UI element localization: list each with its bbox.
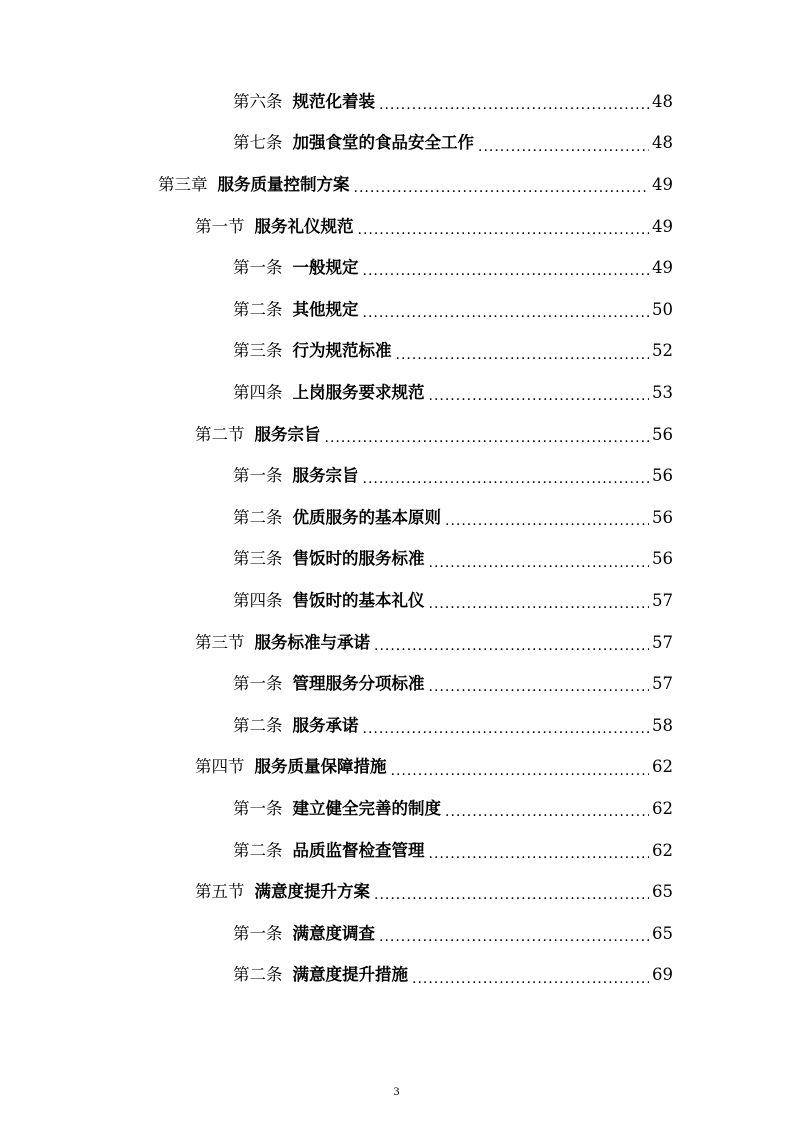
toc-dot-leader: [429, 556, 650, 570]
toc-entry[interactable]: [195, 878, 673, 906]
toc-entry-title: 一般规定: [292, 258, 359, 278]
toc-entry[interactable]: [195, 754, 673, 782]
toc-entry-number: 第五节: [195, 882, 245, 902]
toc-entry-number: 第三条: [233, 341, 283, 361]
toc-entry-page: 48: [652, 133, 673, 153]
toc-entry-page: 58: [652, 715, 673, 735]
toc-entry[interactable]: [233, 379, 673, 407]
toc-dot-leader: [429, 597, 650, 611]
toc-entry-title: 其他规定: [292, 299, 359, 319]
toc-dot-leader: [374, 888, 649, 902]
toc-entry-page: 57: [652, 674, 673, 694]
toc-entry-number: 第一条: [233, 258, 283, 278]
toc-entry-number: 第四条: [233, 590, 283, 610]
toc-entry[interactable]: [195, 213, 673, 241]
toc-entry-title: 加强食堂的食品安全工作: [292, 133, 474, 153]
toc-entry-page: 69: [652, 965, 673, 985]
page-number: 3: [393, 1084, 400, 1098]
toc-entry-title: 售饭时的服务标准: [292, 549, 425, 569]
toc-entry-page: 56: [652, 466, 673, 486]
toc-entry-number: 第一条: [233, 674, 283, 694]
toc-entry[interactable]: [233, 546, 673, 574]
toc-entry-page: 49: [652, 216, 673, 236]
toc-entry[interactable]: [233, 296, 673, 324]
toc-entry[interactable]: [233, 338, 673, 366]
toc-entry-page: 56: [652, 424, 673, 444]
toc-entry[interactable]: [233, 670, 673, 698]
toc-entry-title: 管理服务分项标准: [292, 674, 425, 694]
toc-entry-number: 第二条: [233, 840, 283, 860]
toc-entry-number: 第三条: [233, 549, 283, 569]
toc-entry-number: 第一条: [233, 798, 283, 818]
toc-entry[interactable]: [233, 462, 673, 490]
toc-entry-title: 上岗服务要求规范: [292, 382, 425, 402]
toc-entry-title: 优质服务的基本原则: [292, 507, 441, 527]
toc-entry[interactable]: [158, 171, 673, 199]
toc-dot-leader: [445, 514, 649, 528]
toc-entry-page: 53: [652, 382, 673, 402]
toc-dot-leader: [379, 98, 649, 112]
toc-entry[interactable]: [233, 962, 673, 990]
toc-entry-title: 服务礼仪规范: [254, 216, 354, 236]
toc-dot-leader: [354, 181, 650, 195]
toc-entry-number: 第二条: [233, 965, 283, 985]
toc-entry-page: 57: [652, 632, 673, 652]
toc-entry-number: 第四条: [233, 382, 283, 402]
toc-entry-number: 第二条: [233, 715, 283, 735]
toc-entry-title: 服务标准与承诺: [254, 632, 370, 652]
toc-dot-leader: [379, 930, 649, 944]
toc-entry-title: 满意度提升措施: [292, 965, 408, 985]
toc-entry-page: 48: [652, 91, 673, 111]
toc-entry[interactable]: [233, 837, 673, 865]
toc-entry-title: 行为规范标准: [292, 341, 392, 361]
toc-entry[interactable]: [233, 254, 673, 282]
toc-entry[interactable]: [233, 130, 673, 158]
toc-entry-title: 满意度调查: [292, 923, 375, 943]
toc-dot-leader: [363, 472, 650, 486]
toc-entry-page: 62: [652, 840, 673, 860]
toc-entry-page: 65: [652, 923, 673, 943]
toc-entry-page: 62: [652, 798, 673, 818]
toc-dot-leader: [412, 972, 649, 986]
toc-entry-title: 服务承诺: [292, 715, 359, 735]
toc-dot-leader: [358, 223, 650, 237]
toc-entry-title: 售饭时的基本礼仪: [292, 590, 425, 610]
toc-entry-number: 第二条: [233, 299, 283, 319]
toc-entry-page: 65: [652, 882, 673, 902]
toc-entry-page: 49: [652, 174, 673, 194]
toc-entry-number: 第一条: [233, 466, 283, 486]
toc-entry-page: 62: [652, 757, 673, 777]
toc-entry-page: 57: [652, 590, 673, 610]
toc-dot-leader: [429, 389, 650, 403]
toc-dot-leader: [374, 639, 649, 653]
toc-entry-page: 49: [652, 258, 673, 278]
toc-entry[interactable]: [233, 795, 673, 823]
toc-entry[interactable]: [233, 587, 673, 615]
toc-entry[interactable]: [233, 504, 673, 532]
toc-entry-title: 品质监督检查管理: [292, 840, 425, 860]
toc-entry[interactable]: [233, 712, 673, 740]
toc-entry-number: 第二条: [233, 507, 283, 527]
toc-dot-leader: [363, 722, 650, 736]
toc-dot-leader: [429, 680, 650, 694]
toc-dot-leader: [396, 348, 650, 362]
toc-entry-number: 第三章: [158, 174, 208, 194]
toc-dot-leader: [478, 140, 649, 154]
toc-entry-page: 52: [652, 341, 673, 361]
toc-entry-title: 服务宗旨: [292, 466, 359, 486]
toc-entry-number: 第四节: [195, 757, 245, 777]
toc-entry-number: 第一节: [195, 216, 245, 236]
toc-entry-number: 第二节: [195, 424, 245, 444]
toc-dot-leader: [429, 847, 650, 861]
toc-entry-number: 第三节: [195, 632, 245, 652]
toc-dot-leader: [363, 264, 650, 278]
toc-dot-leader: [391, 764, 650, 778]
toc-dot-leader: [325, 431, 650, 445]
toc-entry-page: 56: [652, 507, 673, 527]
toc-dot-leader: [363, 306, 650, 320]
toc-entry-page: 56: [652, 549, 673, 569]
toc-entry[interactable]: [195, 421, 673, 449]
toc-entry[interactable]: [233, 920, 673, 948]
toc-entry-title: 规范化着装: [292, 91, 375, 111]
toc-entry-number: 第七条: [233, 133, 283, 153]
toc-entry-title: 服务质量控制方案: [217, 174, 350, 194]
toc-entry-number: 第一条: [233, 923, 283, 943]
toc-entry-number: 第六条: [233, 91, 283, 111]
toc-dot-leader: [445, 805, 649, 819]
toc-entry-title: 满意度提升方案: [254, 882, 370, 902]
toc-entry-title: 服务质量保障措施: [254, 757, 387, 777]
toc-entry-title: 服务宗旨: [254, 424, 321, 444]
toc-entry-title: 建立健全完善的制度: [292, 798, 441, 818]
toc-entry[interactable]: [195, 629, 673, 657]
toc-entry-page: 50: [652, 299, 673, 319]
toc-entry[interactable]: [233, 88, 673, 116]
